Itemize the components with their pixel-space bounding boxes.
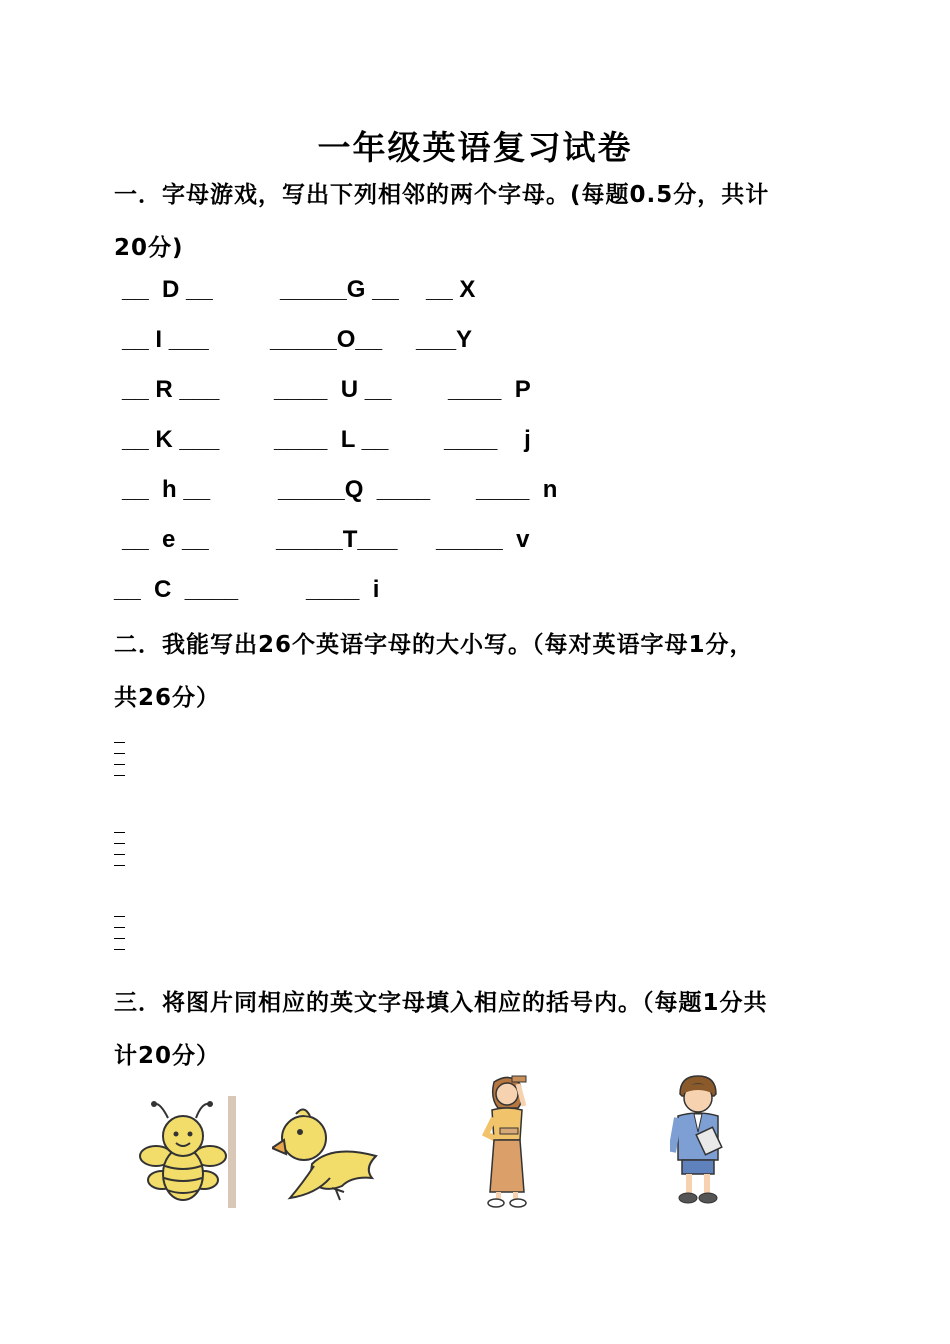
letter-cell: _____T___: [276, 526, 398, 553]
letter-cell: ____ i: [306, 576, 380, 603]
writing-line: [114, 843, 125, 844]
writing-line: [114, 742, 125, 743]
letter-cell: __ R ___: [122, 376, 220, 403]
letter-cell: __ K ___: [122, 426, 220, 453]
letter-row: [114, 426, 614, 456]
writing-line: [114, 949, 125, 950]
boy-picture: [670, 1074, 728, 1206]
section-1-heading: [114, 176, 854, 262]
writing-lines-group: [114, 742, 125, 786]
letter-row: [114, 576, 614, 606]
writing-line: [114, 927, 125, 928]
section-1-line-1: 一．字母游戏，写出下列相邻的两个字母。(每题0.5分，共计: [114, 182, 770, 208]
writing-line: [114, 916, 125, 917]
bee-picture: [138, 1096, 236, 1208]
letter-cell: _____Q ____: [278, 476, 431, 503]
letter-cell: __ D __: [122, 276, 213, 303]
letter-cell: ____ j: [444, 426, 531, 453]
bird-picture: [272, 1104, 382, 1202]
letter-row: [114, 276, 614, 306]
letter-cell: ___Y: [416, 326, 473, 353]
section-3-heading: [114, 984, 854, 1070]
letter-cell: __ h __: [122, 476, 211, 503]
letter-cell: ____ U __: [274, 376, 392, 403]
letter-cell: ____ P: [448, 376, 531, 403]
letter-row: [114, 376, 614, 406]
girl-picture: [476, 1074, 542, 1208]
writing-line: [114, 854, 125, 855]
section-1-line-2: 20分): [114, 235, 184, 261]
letter-cell: __ X: [426, 276, 476, 303]
writing-line: [114, 775, 125, 776]
section-3-line-1: 三．将图片同相应的英文字母填入相应的括号内。（每题1分共: [114, 990, 768, 1016]
letter-cell: ____ n: [476, 476, 558, 503]
section-2-line-2: 共26分）: [114, 685, 221, 711]
letter-row: [114, 476, 614, 506]
section-2-heading: [114, 626, 854, 712]
letter-cell: ____ L __: [274, 426, 389, 453]
writing-lines-group: [114, 916, 125, 960]
writing-line: [114, 865, 125, 866]
page-title: 一年级英语复习试卷: [317, 128, 633, 167]
letter-row: [114, 326, 614, 356]
letter-cell: __ e __: [122, 526, 209, 553]
letter-row: [114, 526, 614, 556]
writing-line: [114, 938, 125, 939]
section-3-line-2: 计20分）: [114, 1043, 221, 1069]
letter-cell: __ I ___: [122, 326, 209, 353]
writing-line: [114, 753, 125, 754]
writing-line: [114, 832, 125, 833]
writing-line: [114, 764, 125, 765]
letter-cell: _____ v: [436, 526, 530, 553]
section-2-line-1: 二．我能写出26个英语字母的大小写。（每对英语字母1分，: [114, 632, 754, 658]
letter-cell: _____O__: [270, 326, 383, 353]
writing-lines-group: [114, 832, 125, 876]
letter-cell: __ C ____: [114, 576, 239, 603]
letter-cell: _____G __: [280, 276, 399, 303]
